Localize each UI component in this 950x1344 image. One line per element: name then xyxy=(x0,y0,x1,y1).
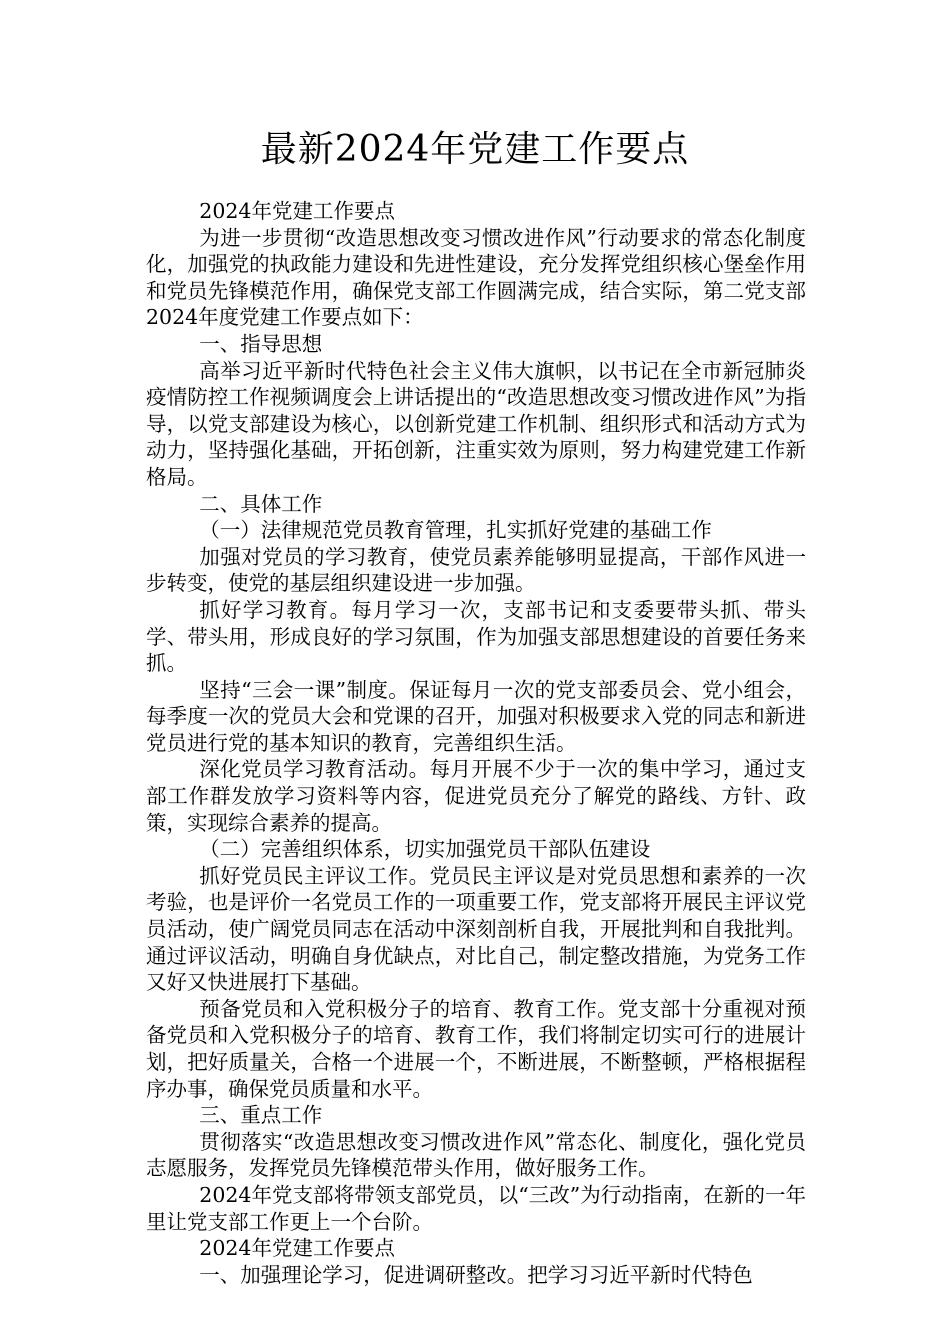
section-heading-guiding-thought: 一、指导思想 xyxy=(199,331,323,356)
section-heading-key-work: 三、重点工作 xyxy=(199,1103,323,1128)
paragraph: 深化党员学习教育活动。每月开展不少于一次的集中学习，通过支部工作群发放学习资料等内容，促进党员充分了解党的路线、方针、政策，实现综合素养的提高。 xyxy=(146,757,806,835)
paragraph-heading-repeat: 2024年党建工作要点 xyxy=(199,1236,395,1261)
paragraph: 2024年党支部将带领支部党员，以“三改”为行动指南，在新的一年里让党支部工作更上一个台阶。 xyxy=(146,1182,806,1234)
subsection-heading-1: （一）法律规范党员教育管理，扎实抓好党建的基础工作 xyxy=(199,518,712,543)
document-title: 最新2024年党建工作要点 xyxy=(260,129,690,170)
paragraph: 抓好党员民主评议工作。党员民主评议是对党员思想和素养的一次考验，也是评价一名党员工作的一项重要工作，党支部将开展民主评议党员活动，使广阔党员同志在活动中深刻剖析自我，开展批判和自我批判。通过评议活动，明确自身优缺点，对比自己，制定整改措施，为党务工作又好又快进展打下基础。 xyxy=(146,863,806,995)
paragraph-guiding-thought: 高举习近平新时代特色社会主义伟大旗帜，以书记在全市新冠肺炎疫情防控工作视频调度会上讲话提出的“改造思想改变习惯改进作风”为指导，以党支部建设为核心，以创新党建工作机制、组织形式和活动方式为动力，坚持强化基础，开拓创新，注重实效为原则，努力构建党建工作新格局。 xyxy=(146,358,806,489)
paragraph: 坚持“三会一课”制度。保证每月一次的党支部委员会、党小组会，每季度一次的党员大会和党课的召开，加强对积极要求入党的同志和新进党员进行党的基本知识的教育，完善组织生活。 xyxy=(146,677,806,755)
paragraph-heading: 2024年党建工作要点 xyxy=(199,199,395,223)
paragraph-intro: 为进一步贯彻“改造思想改变习惯改进作风”行动要求的常态化制度化，加强党的执政能力建设和先进性建设，充分发挥党组织核心堡垒作用和党员先锋模范作用，确保党支部工作圆满完成，结合实际，第二党支部2024年度党建工作要点如下： xyxy=(146,225,806,330)
document-body xyxy=(146,198,806,1288)
paragraph: 加强对党员的学习教育，使党员素养能够明显提高，干部作风进一步转变，使党的基层组织建设进一步加强。 xyxy=(146,544,806,596)
subsection-heading-2: （二）完善组织体系，切实加强党员干部队伍建设 xyxy=(199,837,651,862)
section-heading-specific-work: 二、具体工作 xyxy=(199,491,323,516)
paragraph: 一、加强理论学习，促进调研整改。把学习习近平新时代特色 xyxy=(199,1262,753,1287)
paragraph: 预备党员和入党积极分子的培育、教育工作。党支部十分重视对预备党员和入党积极分子的培育、教育工作，我们将制定切实可行的进展计划，把好质量关，合格一个进展一个，不断进展，不断整顿，严格根据程序办事，确保党员质量和水平。 xyxy=(146,996,806,1101)
paragraph: 抓好学习教育。每月学习一次，支部书记和支委要带头抓、带头学、带头用，形成良好的学习氛围，作为加强支部思想建设的首要任务来抓。 xyxy=(146,597,806,676)
paragraph: 贯彻落实“改造思想改变习惯改进作风”常态化、制度化，强化党员志愿服务，发挥党员先锋模范带头作用，做好服务工作。 xyxy=(146,1129,806,1181)
